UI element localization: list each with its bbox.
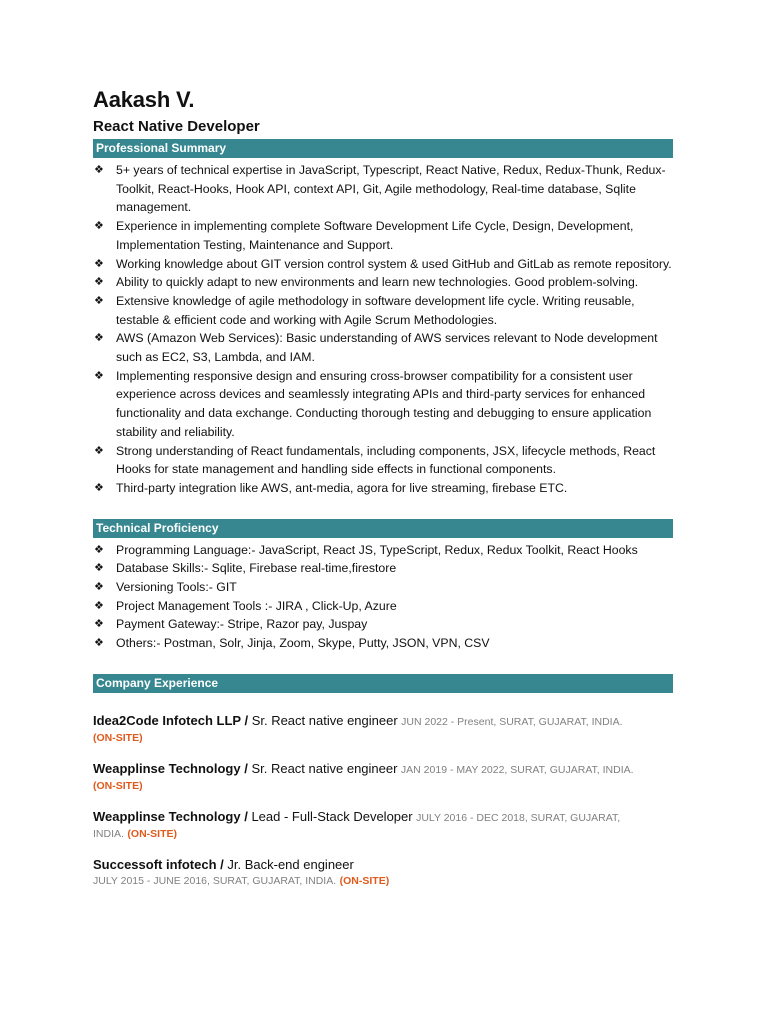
job-meta: JULY 2016 - DEC 2018, SURAT, GUJARAT, [416, 811, 621, 824]
bullet-text: AWS (Amazon Web Services): Basic understanding of AWS services relevant to Node development such as EC2, S3, Lambda, and IAM. [116, 331, 658, 365]
company-name: Weapplinse Technology [93, 808, 241, 824]
bullet-text: Ability to quickly adapt to new environments and learn new technologies. Good problem-solving. [116, 275, 639, 290]
bullet-item [93, 634, 673, 653]
onsite-badge: (ON-SITE) [127, 827, 177, 840]
diamond-bullet-icon: ❖ [94, 481, 104, 494]
bullet-text: Versioning Tools:- GIT [116, 580, 237, 595]
bullet-text: Payment Gateway:- Stripe, Razor pay, Juspay [116, 617, 368, 632]
bullet-text: Database Skills:- Sqlite, Firebase real-time,firestore [116, 561, 397, 576]
bullet-item [93, 217, 673, 254]
experience-list [93, 713, 673, 889]
bullet-item [93, 161, 673, 217]
diamond-bullet-icon: ❖ [94, 164, 104, 176]
section-heading-technical: Technical Proficiency [93, 519, 673, 538]
diamond-bullet-icon: ❖ [94, 543, 104, 556]
bullet-text: Strong understanding of React fundamentals, including components, JSX, lifecycle methods, React Hooks for state management and handling side effects in functional components. [116, 443, 656, 477]
job-meta: JUN 2022 - Present, SURAT, GUJARAT, INDIA. [401, 715, 623, 728]
onsite-badge: (ON-SITE) [339, 874, 390, 887]
diamond-bullet-icon: ❖ [94, 276, 104, 289]
company-name: Successoft infotech [93, 856, 217, 872]
bullet-text: Experience in implementing complete Software Development Life Cycle, Design, Development, Implementation Testing, Maintenance and Support. [116, 219, 634, 252]
diamond-bullet-icon: ❖ [94, 599, 104, 612]
technical-list [93, 541, 673, 653]
separator: / [240, 760, 252, 776]
separator: / [240, 712, 252, 728]
bullet-item [93, 597, 673, 616]
diamond-bullet-icon: ❖ [94, 618, 104, 631]
resume-page [93, 86, 673, 904]
bullet-text: Working knowledge about GIT version control system & used GitHub and GitLab as remote repository. [116, 256, 672, 271]
bullet-item [93, 292, 673, 329]
job-title: React Native Developer [93, 118, 260, 135]
job-meta: JAN 2019 - MAY 2022, SURAT, GUJARAT, INDIA. [400, 763, 634, 776]
bullet-item [93, 442, 673, 479]
section-heading-experience: Company Experience [93, 674, 673, 693]
job-entry [93, 809, 673, 842]
bullet-item [93, 273, 673, 292]
diamond-bullet-icon: ❖ [94, 369, 104, 382]
bullet-item [93, 615, 673, 634]
candidate-name: Aakash V. [93, 87, 195, 112]
diamond-bullet-icon: ❖ [94, 637, 104, 650]
onsite-badge: (ON-SITE) [93, 731, 143, 744]
bullet-text: Programming Language:- JavaScript, React JS, TypeScript, Redux, Redux Toolkit, React Hooks [116, 542, 638, 557]
company-name: Weapplinse Technology [93, 760, 241, 776]
separator: / [240, 808, 252, 824]
bullet-text: Others:- Postman, Solr, Jinja, Zoom, Skype, Putty, JSON, VPN, CSV [116, 636, 490, 651]
diamond-bullet-icon: ❖ [94, 562, 104, 575]
diamond-bullet-icon: ❖ [94, 332, 104, 345]
bullet-text: Project Management Tools :- JIRA , Click-Up, Azure [116, 598, 397, 613]
bullet-text: Third-party integration like AWS, ant-media, agora for live streaming, firebase ETC. [116, 480, 568, 495]
onsite-badge: (ON-SITE) [93, 779, 143, 792]
bullet-item [93, 367, 673, 442]
bullet-text: Extensive knowledge of agile methodology in software development life cycle. Writing reusable, testable & efficient code and working with Agile Scrum Methodologies. [116, 293, 635, 327]
summary-list [93, 161, 673, 498]
bullet-item [93, 541, 673, 560]
bullet-text: 5+ years of technical expertise in JavaScript, Typescript, React Native, Redux, Redux-Thunk, Redux-Toolkit, React-Hooks, Hook API, context API, Git, Agile methodology, Real-time database, Sqlite management. [116, 163, 666, 215]
section-heading-summary: Professional Summary [93, 139, 673, 158]
company-name: Idea2Code Infotech LLP [93, 712, 241, 728]
job-meta-cont: INDIA. [93, 827, 124, 840]
separator: / [216, 856, 228, 872]
bullet-item [93, 255, 673, 274]
bullet-item [93, 559, 673, 578]
job-entry [93, 713, 673, 746]
bullet-text: Implementing responsive design and ensuring cross-browser compatibility for a consistent user experience across devices and seamlessly integrating APIs and third-party services for enhanced functionality and data exchange. Conducting thorough testing and debugging to ensure application stability and reliability. [116, 368, 652, 439]
diamond-bullet-icon: ❖ [94, 257, 104, 270]
bullet-item [93, 329, 673, 366]
job-role: Sr. React native engineer [251, 712, 398, 728]
diamond-bullet-icon: ❖ [94, 444, 104, 457]
bullet-item [93, 578, 673, 597]
job-role: Jr. Back-end engineer [227, 856, 354, 872]
job-meta: JULY 2015 - JUNE 2016, SURAT, GUJARAT, INDIA. [93, 874, 337, 887]
job-entry [93, 761, 673, 794]
job-entry [93, 857, 673, 889]
job-role: Lead - Full-Stack Developer [251, 808, 413, 824]
job-role: Sr. React native engineer [251, 760, 398, 776]
bullet-item [93, 479, 673, 498]
diamond-bullet-icon: ❖ [94, 581, 104, 594]
diamond-bullet-icon: ❖ [94, 294, 104, 307]
diamond-bullet-icon: ❖ [94, 220, 104, 233]
